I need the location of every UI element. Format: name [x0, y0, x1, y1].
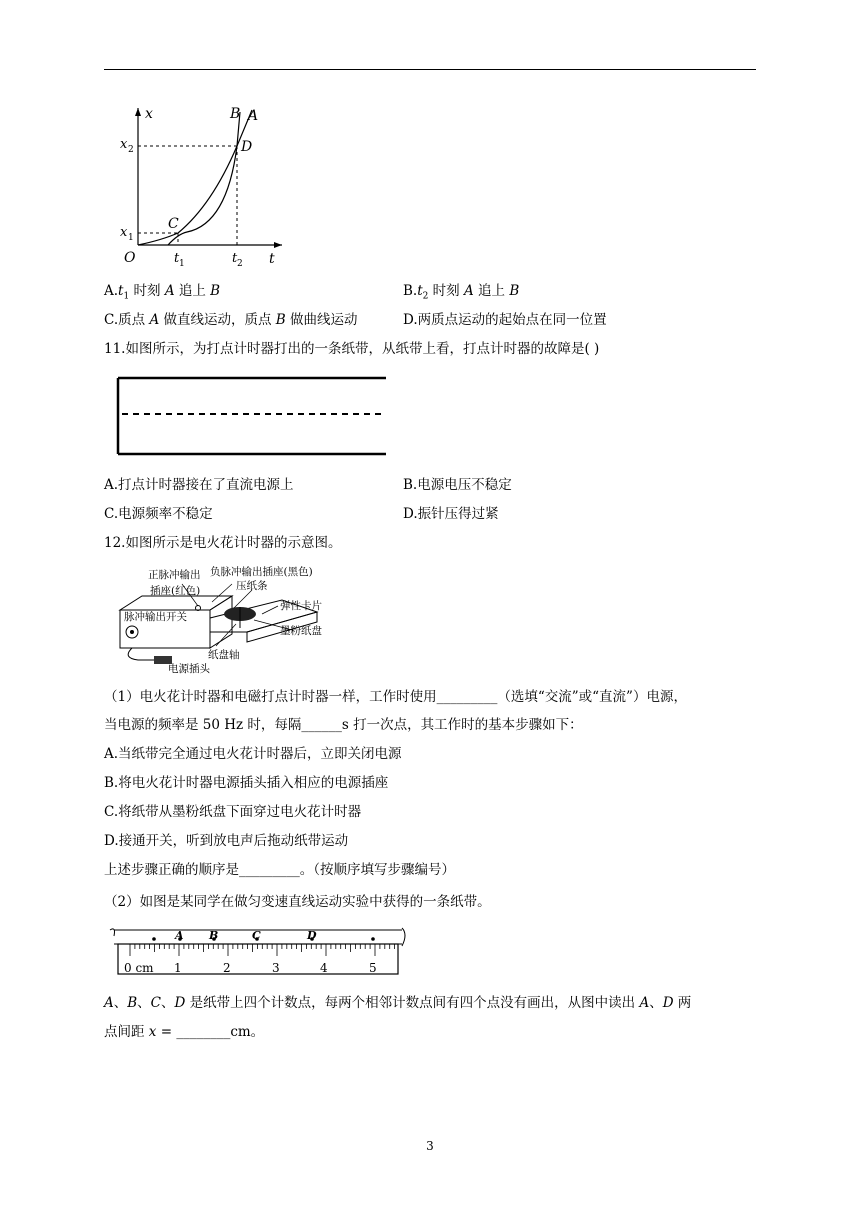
- q10-option-a[interactable]: $A.t_1$ 时刻 A 追上 B: [104, 283, 221, 302]
- graph-t1: t: [174, 251, 180, 266]
- q10-option-d[interactable]: D.两质点运动的起始点在同一位置: [403, 312, 607, 328]
- q11-option-a[interactable]: A.打点计时器接在了直流电源上: [104, 477, 294, 493]
- q12-stem: 12.如图所示是电火花计时器的示意图。: [104, 535, 342, 551]
- q12-step-d: D.接通开关，听到放电声后拖动纸带运动: [104, 833, 349, 849]
- label-socket-red: 插座(红色): [150, 585, 201, 597]
- ruler-tape-figure: [106, 922, 410, 978]
- graph-x1: x: [120, 225, 128, 240]
- graph-axis-t: t: [269, 251, 275, 267]
- q12-step-c: C.将纸带从墨粉纸盘下面穿过电火花计时器: [104, 804, 362, 820]
- ruler-label-4: 4: [320, 961, 328, 975]
- tape-point-c: C: [252, 929, 261, 942]
- x-t-graph: [112, 100, 292, 270]
- q11-option-c[interactable]: C.电源频率不稳定: [104, 506, 213, 522]
- page-number: 3: [426, 1139, 434, 1153]
- graph-label-a: A: [248, 108, 259, 124]
- ruler-label-5: 5: [369, 961, 377, 975]
- q11-stem: 11.如图所示，为打点计时器打出的一条纸带，从纸带上看，打点计时器的故障是( ): [104, 341, 600, 357]
- q10-option-c[interactable]: C.质点 A 做直线运动，质点 B 做曲线运动: [104, 312, 358, 328]
- label-pulse-switch: 脉冲输出开关: [124, 611, 187, 623]
- graph-origin: O: [124, 250, 136, 266]
- graph-x1-sub: 1: [128, 233, 134, 243]
- label-spring-card: 弹性卡片: [280, 600, 322, 612]
- paper-tape-figure: [114, 374, 390, 460]
- graph-label-b: B: [230, 106, 241, 122]
- q10-option-b[interactable]: $B.t_2$ 时刻 A 追上 B: [403, 283, 520, 302]
- graph-t2-sub: 2: [237, 259, 243, 269]
- ruler-label-1: 1: [174, 961, 182, 975]
- label-pos-out: 正脉冲输出: [148, 569, 201, 581]
- label-ink-disc: 墨粉纸盘: [280, 625, 322, 637]
- ruler-label-2: 2: [223, 961, 231, 975]
- label-press-strip: 压纸条: [236, 580, 268, 592]
- q12-part2-desc-line1: A、B、C、D 是纸带上四个计数点，每两个相邻计数点间有四个点没有画出，从图中读出 A、D 两: [104, 995, 692, 1011]
- ruler-label-3: 3: [272, 961, 280, 975]
- graph-axis-x: x: [145, 106, 153, 122]
- q12-part1-line2: 当电源的频率是 50 Hz 时，每隔______s 打一次点，其工作时的基本步骤如下：: [104, 717, 583, 733]
- tape-point-b: B: [209, 929, 219, 942]
- graph-x2-sub: 2: [128, 145, 134, 155]
- tape-point-d: D: [307, 929, 317, 942]
- label-plug: 电源插头: [168, 663, 210, 675]
- tape-point-a: A: [175, 929, 184, 942]
- q12-step-a: A.当纸带完全通过电火花计时器后，立即关闭电源: [104, 746, 402, 762]
- q11-option-d[interactable]: D.振针压得过紧: [403, 506, 499, 522]
- q12-order: 上述步骤正确的顺序是_________。（按顺序填写步骤编号）: [104, 862, 455, 878]
- graph-x2: x: [120, 137, 128, 152]
- q11-option-b[interactable]: B.电源电压不稳定: [403, 477, 512, 493]
- ruler-label-0: 0 cm: [124, 961, 154, 975]
- graph-label-c: C: [168, 216, 179, 232]
- graph-t1-sub: 1: [179, 259, 185, 269]
- graph-t2: t: [232, 251, 238, 266]
- q12-part2-desc-line2: 点间距 x = ________cm。: [104, 1024, 265, 1040]
- q12-part1-line1: （1）电火花计时器和电磁打点计时器一样，工作时使用_________（选填“交流”或“直流”）电源，: [104, 689, 687, 705]
- q12-step-b: B.将电火花计时器电源插头插入相应的电源插座: [104, 775, 389, 791]
- q12-part2: （2）如图是某同学在做匀变速直线运动实验中获得的一条纸带。: [104, 894, 491, 910]
- label-neg-out: 负脉冲输出插座(黑色): [210, 566, 313, 578]
- spark-timer-figure: [112, 562, 348, 678]
- header-rule: [104, 69, 756, 70]
- label-disc-axis: 纸盘轴: [208, 649, 240, 661]
- graph-label-d: D: [241, 139, 253, 155]
